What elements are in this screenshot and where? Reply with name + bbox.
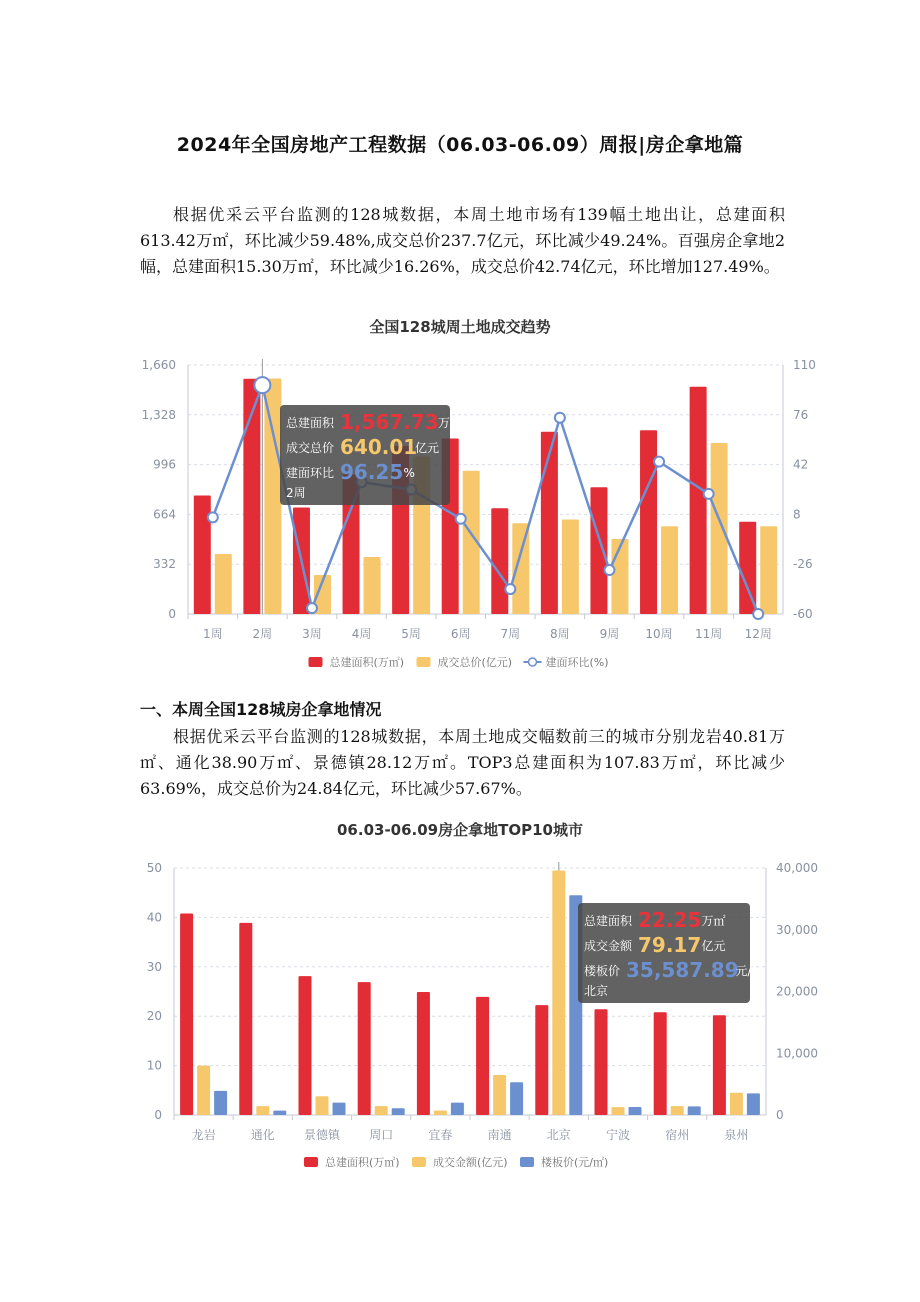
bar-2 (552, 870, 565, 1115)
tooltip-value: 35,587.89 (626, 958, 739, 982)
bar-2 (611, 539, 628, 614)
tooltip-label: 成交总价 (286, 441, 335, 455)
bar-3 (333, 1103, 346, 1115)
bar-1 (180, 913, 193, 1115)
bar-2 (612, 1107, 625, 1115)
tooltip-value: 96.25 (340, 460, 404, 484)
top10-city-svg (0, 815, 920, 1180)
bar-2 (197, 1066, 210, 1115)
line-point (254, 377, 270, 393)
bar-1 (535, 1005, 548, 1115)
y-left-tick-label: 1,328 (141, 407, 176, 422)
x-tick-label: 2周 (252, 627, 273, 641)
bar-3 (392, 1108, 405, 1115)
y-left-tick-label: 0 (154, 1108, 162, 1122)
tooltip-unit: 亿元 (415, 441, 440, 455)
legend-swatch (520, 1157, 534, 1167)
chart-title: 全国128城周土地成交趋势 (369, 318, 551, 336)
tooltip-unit: 万㎡ (438, 416, 463, 430)
line-point (555, 413, 565, 423)
y-right-tick-label: 30,000 (776, 922, 818, 937)
bar-2 (375, 1106, 388, 1115)
y-left-tick-label: 332 (153, 557, 176, 572)
x-tick-label: 10周 (645, 627, 673, 641)
tooltip-value: 1,567.73 (340, 410, 439, 434)
x-tick-label: 8周 (550, 627, 570, 641)
legend-label: 成交金额(亿元) (433, 1156, 508, 1169)
y-left-tick-label: 0 (168, 607, 176, 621)
legend-label: 总建面积(万㎡) (325, 1156, 400, 1169)
y-right-tick-label: 40,000 (776, 861, 818, 875)
bar-2 (512, 523, 529, 614)
y-right-tick-label: 76 (793, 407, 809, 422)
y-left-tick-label: 20 (146, 1009, 162, 1024)
y-left-tick-label: 50 (146, 861, 162, 875)
legend-swatch (417, 657, 431, 667)
y-left-tick-label: 40 (146, 910, 162, 925)
bar-1 (239, 923, 252, 1115)
bar-2 (434, 1111, 447, 1115)
line-point (753, 609, 763, 619)
y-right-tick-label: 110 (793, 358, 816, 372)
bar-3 (688, 1106, 701, 1115)
line-point (456, 514, 466, 524)
line-point (307, 603, 317, 613)
legend-swatch (412, 1157, 426, 1167)
bar-3 (273, 1111, 286, 1115)
bar-2 (215, 554, 232, 614)
x-tick-label: 9周 (599, 627, 620, 641)
x-tick-label: 通化 (250, 1128, 275, 1142)
tooltip-unit: 万㎡ (701, 914, 726, 928)
y-left-tick-label: 30 (146, 959, 162, 974)
bar-2 (671, 1106, 684, 1115)
bar-2 (562, 520, 579, 615)
tooltip-label: 楼板价 (584, 964, 621, 978)
bar-2 (661, 526, 678, 614)
legend-swatch-point (529, 658, 537, 666)
y-right-tick-label: 0 (776, 1108, 784, 1122)
tooltip-unit: 亿元 (701, 939, 726, 953)
bar-1 (590, 487, 607, 614)
weekly-trend-chart (0, 310, 920, 680)
x-tick-label: 宜春 (428, 1128, 453, 1142)
legend-swatch (309, 657, 323, 667)
bar-1 (690, 387, 707, 614)
page-title: 2024年全国房地产工程数据（06.03-06.09）周报|房企拿地篇 (176, 134, 744, 156)
bar-1 (491, 508, 508, 614)
y-right-tick-label: 10,000 (776, 1046, 818, 1061)
tooltip-footer: 2周 (286, 486, 306, 500)
x-tick-label: 泉州 (724, 1128, 749, 1142)
bar-2 (730, 1093, 743, 1115)
bar-1 (358, 982, 371, 1115)
chart-title: 06.03-06.09房企拿地TOP10城市 (337, 821, 583, 839)
bar-1 (595, 1009, 608, 1115)
legend-swatch (304, 1157, 318, 1167)
y-right-tick-label: -26 (793, 557, 813, 572)
x-tick-label: 北京 (546, 1128, 571, 1142)
y-right-tick-label: -60 (793, 607, 813, 621)
tooltip-label: 总建面积 (286, 416, 335, 430)
top10-city-chart (0, 815, 920, 1180)
x-tick-label: 12周 (744, 627, 772, 641)
section-paragraph: 根据优采云平台监测的128城数据，本周土地成交幅数前三的城市分别龙岩40.81万㎡、通化38.90万㎡、景德镇28.12万㎡。TOP3总建面积为107.83万㎡，环比减少63.69%，成交总价为24.84亿元，环比减少57.67%。 (140, 727, 785, 798)
x-tick-label: 南通 (487, 1128, 512, 1142)
x-tick-label: 宿州 (665, 1128, 690, 1142)
tooltip-label: 建面环比 (286, 466, 335, 480)
y-left-tick-label: 996 (153, 457, 176, 472)
tooltip-value: 22.25 (638, 908, 702, 932)
bar-2 (256, 1106, 269, 1115)
tooltip-value: 640.01 (340, 435, 418, 459)
line-point (208, 512, 218, 522)
bar-3 (510, 1082, 523, 1115)
y-right-tick-label: 20,000 (776, 984, 818, 999)
line-point (704, 489, 714, 499)
tooltip-label: 成交金额 (584, 939, 633, 953)
y-right-tick-label: 42 (793, 457, 809, 472)
bar-2 (364, 557, 381, 614)
y-left-tick-label: 10 (146, 1058, 162, 1073)
x-tick-label: 龙岩 (191, 1128, 216, 1142)
bar-1 (713, 1015, 726, 1115)
legend-label: 楼板价(元/㎡) (541, 1156, 609, 1169)
x-tick-label: 周口 (369, 1128, 394, 1142)
line-point (604, 565, 614, 575)
x-tick-label: 11周 (694, 627, 723, 641)
bar-1 (194, 496, 211, 615)
bar-1 (654, 1012, 667, 1115)
x-tick-label: 7周 (500, 627, 521, 641)
legend-label: 成交总价(亿元) (437, 656, 513, 669)
bar-3 (629, 1107, 642, 1115)
y-left-tick-label: 1,660 (141, 358, 176, 372)
bar-1 (299, 976, 312, 1115)
x-tick-label: 4周 (351, 627, 372, 641)
bar-2 (264, 379, 281, 615)
legend-label: 总建面积(万㎡) (329, 656, 405, 669)
intro-paragraph: 根据优采云平台监测的128城数据，本周土地市场有139幅土地出让，总建面积613.42万㎡，环比减少59.48%,成交总价237.7亿元，环比减少49.24%。百强房企拿地2幅，总建面积15.30万㎡，环比减少16.26%，成交总价42.74亿元，环比增加127.49%。 (140, 205, 785, 276)
tooltip-footer: 北京 (584, 984, 609, 998)
bar-3 (451, 1103, 464, 1115)
x-tick-label: 宁波 (605, 1128, 631, 1142)
x-tick-label: 景德镇 (303, 1128, 341, 1142)
x-tick-label: 5周 (401, 627, 421, 641)
x-tick-label: 1周 (202, 627, 223, 641)
y-right-tick-label: 8 (793, 507, 801, 522)
line-point (505, 584, 515, 594)
tooltip-label: 总建面积 (584, 914, 633, 928)
bar-2 (711, 443, 728, 614)
y-left-tick-label: 664 (153, 507, 176, 522)
tooltip-unit: % (403, 466, 415, 480)
bar-1 (476, 997, 489, 1115)
tooltip-unit: 元/㎡ (735, 964, 764, 978)
bar-1 (541, 432, 558, 614)
bar-2 (493, 1075, 506, 1115)
bar-3 (214, 1091, 227, 1115)
weekly-trend-svg (0, 310, 920, 680)
section-heading: 一、本周全国128城房企拿地情况 (140, 700, 382, 719)
bar-3 (747, 1093, 760, 1115)
legend-label: 建面环比(%) (545, 656, 609, 669)
x-tick-label: 3周 (302, 627, 322, 641)
line-point (654, 457, 664, 467)
bar-2 (760, 526, 777, 614)
x-tick-label: 6周 (450, 627, 471, 641)
bar-2 (316, 1096, 329, 1115)
bar-1 (417, 992, 430, 1115)
tooltip-value: 79.17 (638, 933, 702, 957)
